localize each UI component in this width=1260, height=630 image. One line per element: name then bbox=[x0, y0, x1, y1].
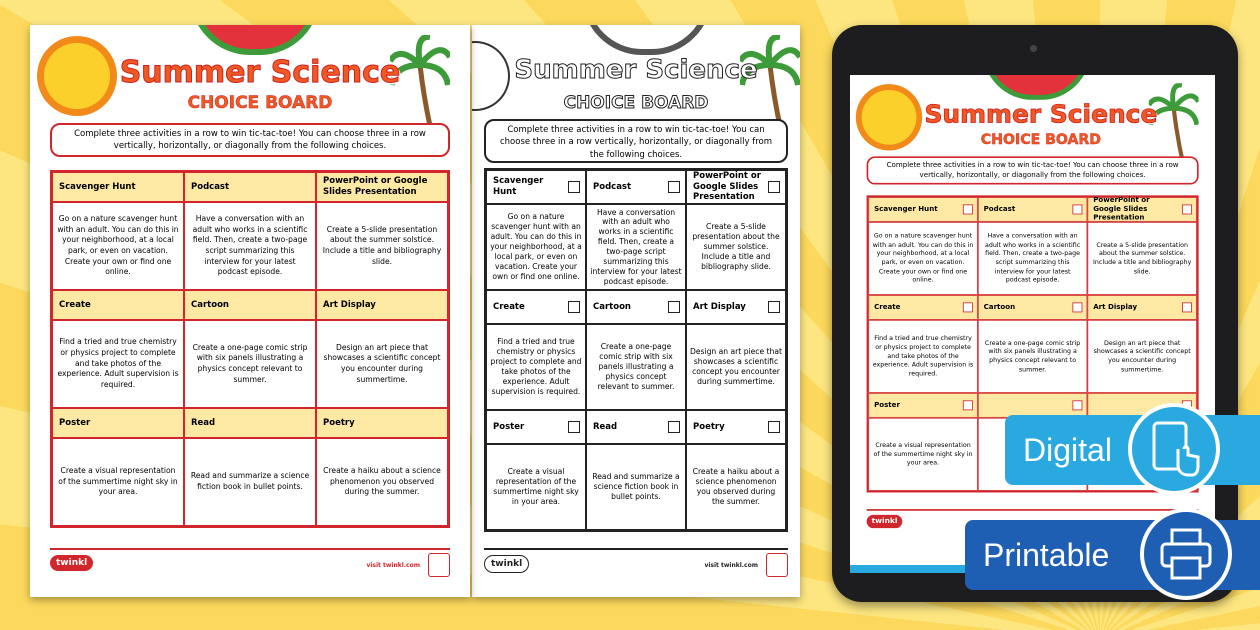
choice-description: Create a one-page comic strip with six panels illustrating a physics concept relevant to summer. bbox=[978, 320, 1088, 393]
twinkl-logo: twinkl bbox=[50, 555, 93, 571]
worksheet-subtitle: CHOICE BOARD bbox=[187, 93, 333, 113]
choice-heading bbox=[486, 410, 586, 444]
watermelon-illustration bbox=[582, 25, 712, 55]
choice-heading-text: Create bbox=[59, 299, 91, 310]
choice-heading-text: PowerPoint or Google Slides Presentation bbox=[323, 176, 428, 197]
choice-description: Have a conversation with an adult who works in a scientific field. Then, create a two-page script summarizing this interview for your latest podcast episode. bbox=[586, 204, 686, 290]
choice-heading bbox=[316, 172, 448, 202]
choice-description: Design an art piece that showcases a scientific concept you encounter during summertime. bbox=[1087, 320, 1197, 393]
choice-heading-text: PowerPoint or Google Slides Presentation bbox=[1093, 196, 1150, 223]
choice-heading bbox=[486, 290, 586, 324]
choice-heading bbox=[868, 393, 978, 418]
choice-heading bbox=[184, 408, 316, 438]
choice-heading bbox=[586, 290, 686, 324]
choice-heading bbox=[1087, 197, 1197, 222]
choice-description: Create a haiku about a science phenomenon you observed during the summer. bbox=[686, 444, 786, 530]
color-worksheet-preview bbox=[30, 25, 470, 597]
choice-checkbox[interactable] bbox=[568, 301, 580, 313]
choice-heading bbox=[978, 197, 1088, 222]
choice-heading bbox=[978, 295, 1088, 320]
tablet-touch-icon bbox=[1128, 403, 1220, 495]
choice-checkbox[interactable] bbox=[1182, 204, 1192, 214]
choice-heading bbox=[686, 410, 786, 444]
worksheet-title: Summer Science bbox=[119, 55, 401, 90]
footer-divider bbox=[50, 548, 450, 550]
choice-checkbox[interactable] bbox=[1072, 400, 1082, 410]
choice-grid bbox=[50, 170, 450, 528]
choice-description: Find a tried and true chemistry or physics project to complete and take photos of the experience. Adult supervision is required. bbox=[52, 320, 184, 408]
choice-checkbox[interactable] bbox=[768, 421, 780, 433]
choice-heading-text: Poetry bbox=[323, 417, 355, 428]
choice-heading-text: Read bbox=[191, 417, 216, 428]
choice-checkbox[interactable] bbox=[963, 400, 973, 410]
choice-heading-text: Poster bbox=[874, 400, 900, 410]
choice-heading bbox=[52, 172, 184, 202]
choice-heading-text: Podcast bbox=[593, 181, 632, 192]
choice-heading bbox=[686, 170, 786, 204]
choice-heading-text: Cartoon bbox=[191, 299, 229, 310]
watermelon-illustration bbox=[983, 75, 1091, 100]
choice-heading bbox=[486, 170, 586, 204]
choice-description: Read and summarize a science fiction book in bullet points. bbox=[586, 444, 686, 530]
twinkl-logo: twinkl bbox=[867, 515, 903, 528]
worksheet-subtitle: CHOICE BOARD bbox=[563, 93, 709, 113]
choice-heading-text: Scavenger Hunt bbox=[59, 181, 136, 192]
worksheet-title: Summer Science bbox=[514, 55, 758, 85]
choice-heading-text: Poetry bbox=[693, 421, 725, 432]
choice-checkbox[interactable] bbox=[963, 204, 973, 214]
choice-heading bbox=[1087, 295, 1197, 320]
choice-heading-text: Cartoon bbox=[983, 302, 1016, 312]
choice-heading bbox=[184, 290, 316, 320]
choice-description: Have a conversation with an adult who works in a scientific field. Then, create a two-page script summarizing this interview for your latest podcast episode. bbox=[978, 222, 1088, 295]
choice-heading-text: Art Display bbox=[693, 301, 746, 312]
choice-description: Create a haiku about a science phenomenon you observed during the summer. bbox=[316, 438, 448, 526]
choice-description: Read and summarize a science fiction book in bullet points. bbox=[184, 438, 316, 526]
choice-heading-text: Art Display bbox=[323, 299, 376, 310]
choice-checkbox[interactable] bbox=[1072, 204, 1082, 214]
instructions-box: Complete three activities in a row to win tic-tac-toe! You can choose three in a row vertically, horizontally, or diagonally from the following choices. bbox=[867, 156, 1199, 184]
choice-heading bbox=[868, 197, 978, 222]
choice-heading-text: Cartoon bbox=[593, 301, 631, 312]
printer-icon bbox=[1140, 508, 1232, 600]
choice-heading-text: Poster bbox=[59, 417, 91, 428]
choice-heading bbox=[868, 295, 978, 320]
tablet-screen bbox=[850, 75, 1215, 573]
choice-heading bbox=[316, 290, 448, 320]
choice-description: Create a 5-slide presentation about the summer solstice. Include a title and bibliography slide. bbox=[686, 204, 786, 290]
twinkl-logo: twinkl bbox=[484, 555, 529, 573]
choice-description: Create a one-page comic strip with six panels illustrating a physics concept relevant to summer. bbox=[184, 320, 316, 408]
choice-heading-text: Create bbox=[493, 301, 525, 312]
choice-description: Find a tried and true chemistry or physics project to complete and take photos of the experience. Adult supervision is required. bbox=[486, 324, 586, 410]
choice-checkbox[interactable] bbox=[768, 181, 780, 193]
choice-heading-text: Podcast bbox=[983, 205, 1016, 214]
choice-description: Go on a nature scavenger hunt with an adult. You can do this in your neighborhood, at a local park, or even on vacation. Create your own or find one online. bbox=[868, 222, 978, 295]
choice-description: Find a tried and true chemistry or physics project to complete and take photos of the experience. Adult supervision is required. bbox=[868, 320, 978, 393]
choice-heading-text: Poster bbox=[493, 421, 525, 432]
choice-description: Create a one-page comic strip with six panels illustrating a physics concept relevant to summer. bbox=[586, 324, 686, 410]
footer-divider bbox=[867, 509, 1199, 511]
choice-heading bbox=[52, 408, 184, 438]
digital-label: Digital bbox=[1023, 431, 1112, 468]
footer-divider bbox=[484, 548, 788, 550]
choice-heading bbox=[586, 170, 686, 204]
instructions-box: Complete three activities in a row to win tic-tac-toe! You can choose three in a row vertically, horizontally, or diagonally from the following choices. bbox=[484, 119, 788, 163]
choice-heading bbox=[686, 290, 786, 324]
choice-description: Create a 5-slide presentation about the summer solstice. Include a title and bibliography slide. bbox=[316, 202, 448, 290]
choice-description: Create a visual representation of the summertime night sky in your area. bbox=[52, 438, 184, 526]
worksheet-subtitle: CHOICE BOARD bbox=[980, 131, 1101, 149]
instructions-box: Complete three activities in a row to win tic-tac-toe! You can choose three in a row vertically, horizontally, or diagonally from the following choices. bbox=[50, 123, 450, 157]
choice-description: Design an art piece that showcases a scientific concept you encounter during summertime. bbox=[316, 320, 448, 408]
choice-heading-text: Podcast bbox=[191, 181, 230, 192]
footer-url[interactable]: visit twinkl.com bbox=[366, 562, 420, 569]
choice-checkbox[interactable] bbox=[668, 301, 680, 313]
watermelon-illustration bbox=[190, 25, 320, 55]
quality-stamp-icon bbox=[428, 553, 450, 577]
choice-description: Create a 5-slide presentation about the summer solstice. Include a title and bibliography slide. bbox=[1087, 222, 1197, 295]
choice-description: Design an art piece that showcases a scientific concept you encounter during summertime. bbox=[686, 324, 786, 410]
choice-grid bbox=[484, 168, 788, 532]
choice-description: Go on a nature scavenger hunt with an adult. You can do this in your neighborhood, at a local park, or even on vacation. Create your own or find one online. bbox=[486, 204, 586, 290]
choice-heading-text: Scavenger Hunt bbox=[874, 205, 938, 214]
tablet-camera bbox=[1030, 45, 1037, 52]
choice-checkbox[interactable] bbox=[1182, 302, 1192, 312]
choice-description: Go on a nature scavenger hunt with an adult. You can do this in your neighborhood, at a local park, or even on vacation. Create your own or find one online. bbox=[52, 202, 184, 290]
choice-heading-text: Scavenger Hunt bbox=[493, 176, 544, 197]
choice-checkbox[interactable] bbox=[568, 181, 580, 193]
choice-heading bbox=[586, 410, 686, 444]
choice-checkbox[interactable] bbox=[668, 421, 680, 433]
choice-description: Have a conversation with an adult who works in a scientific field. Then, create a two-page script summarizing this interview for your latest podcast episode. bbox=[184, 202, 316, 290]
choice-description: Create a visual representation of the summertime night sky in your area. bbox=[868, 418, 978, 491]
choice-heading bbox=[316, 408, 448, 438]
choice-checkbox[interactable] bbox=[963, 302, 973, 312]
digital-badge bbox=[1005, 415, 1260, 485]
choice-checkbox[interactable] bbox=[768, 301, 780, 313]
printable-bw-worksheet-preview bbox=[472, 25, 800, 597]
choice-heading-text: PowerPoint or Google Slides Presentation bbox=[693, 171, 761, 203]
footer-url[interactable]: visit twinkl.com bbox=[704, 562, 758, 569]
choice-heading bbox=[184, 172, 316, 202]
choice-heading-text: Art Display bbox=[1093, 302, 1138, 312]
choice-checkbox[interactable] bbox=[568, 421, 580, 433]
quality-stamp-icon bbox=[766, 553, 788, 577]
printable-label: Printable bbox=[983, 536, 1110, 573]
choice-heading bbox=[52, 290, 184, 320]
choice-description: Create a visual representation of the summertime night sky in your area. bbox=[486, 444, 586, 530]
choice-heading-text: Read bbox=[593, 421, 618, 432]
choice-heading-text: Create bbox=[874, 302, 901, 312]
choice-checkbox[interactable] bbox=[1072, 302, 1082, 312]
choice-checkbox[interactable] bbox=[668, 181, 680, 193]
worksheet-title: Summer Science bbox=[924, 99, 1158, 129]
printable-badge bbox=[965, 520, 1260, 590]
